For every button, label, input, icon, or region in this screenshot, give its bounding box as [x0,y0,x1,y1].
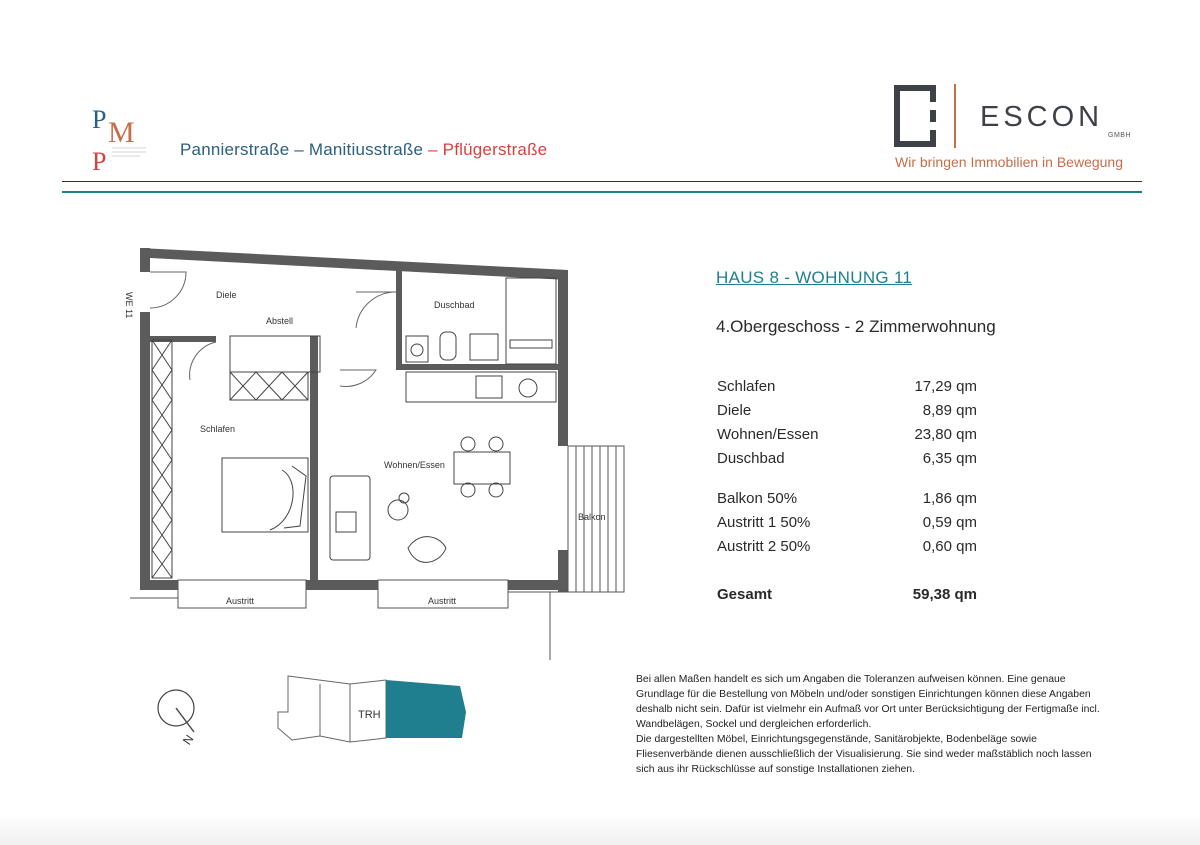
area-row-austritt-1 [717,514,977,534]
wall-bath-south [396,364,558,370]
street-names [180,140,547,160]
storage-cabinets [230,336,320,400]
area-label: Diele [717,402,752,419]
plan-label-duschbad: Duschbad [434,300,475,310]
wall-west-lower [140,312,150,590]
wall-south-3 [508,580,568,590]
escon-gmbh: GMBH [1108,132,1131,139]
total-label: Gesamt [717,586,773,603]
street-pannier: Pannierstraße – [180,140,304,159]
living-furniture [330,437,510,562]
plan-label-austritt-2: Austritt [428,596,457,606]
disclaimer-p1: Bei allen Maßen handelt es sich um Angaben die Toleranzen aufweisen können. Eine genaue Grundlage für die Bestellung von Möbeln und/oder sonstigen Einrichtungen können diese Angaben deshalb nicht sein. Dafür ist vielmehr ein Aufmaß vor Ort unter Berücksichtigung der Fertigmaße incl. Wandbelägen, Sockel und dergleichen erforderlich. [636,674,1100,730]
bath-door [356,292,396,328]
area-row-wohnen [717,426,977,446]
wall-west-upper [140,248,150,272]
area-row-duschbad [717,450,977,470]
street-pflueger: – Pflügerstraße [428,140,548,159]
site-unit-highlight [386,680,466,738]
site-stair-label: TRH [358,709,381,721]
bedroom-door [190,342,216,380]
kitchen-counter [406,372,556,402]
plan-walls [140,248,568,592]
wardrobe [152,340,172,578]
entry-door [150,272,186,308]
living-door [340,370,376,386]
area-row-austritt-2 [717,538,977,558]
north-label: N [179,732,197,748]
area-label: Schlafen [717,378,776,395]
austritt-strips [130,580,568,660]
area-label: Austritt 2 50% [717,538,811,555]
wall-north [140,248,568,280]
plan-label-balkon: Balkon [578,512,606,522]
compass [158,690,196,747]
page-bottom-shade [0,815,1200,845]
area-value: 8,89 qm [922,402,977,419]
area-label: Wohnen/Essen [717,426,819,443]
area-label: Duschbad [717,450,785,467]
area-label: Austritt 1 50% [717,514,811,531]
area-value: 0,59 qm [922,514,977,531]
unit-subtitle: 4.Obergeschoss - 2 Zimmerwohnung [716,317,996,336]
plan-label-wohnen: Wohnen/Essen [384,460,445,470]
wall-bath-west [396,270,402,370]
wall-bed-living [310,336,318,582]
disclaimer [636,672,1106,777]
area-value: 0,60 qm [922,538,977,555]
logo-letter-m: M [108,116,135,149]
area-value: 17,29 qm [914,378,977,395]
wall-diele-bed [150,336,216,342]
pmp-logo [90,100,150,180]
site-plan [150,672,480,752]
header-divider-teal [62,191,1142,193]
area-label: Balkon 50% [717,490,798,507]
area-value: 23,80 qm [914,426,977,443]
doors [150,272,396,386]
bathroom-fixtures [406,278,556,364]
plan-unit-code: WE 11 [124,292,134,319]
area-row-balkon [717,490,977,510]
plan-label-schlafen: Schlafen [200,424,236,434]
wall-south-1 [140,580,178,590]
unit-title: HAUS 8 - WOHNUNG 11 [716,268,913,287]
escon-slogan: Wir bringen Immobilien in Bewegung [895,154,1123,170]
plan-label-austritt-1: Austritt [226,596,255,606]
area-row-total [717,586,977,606]
area-row-diele [717,402,977,422]
logo-letter-p1: P [92,105,107,134]
area-value: 1,86 qm [922,490,977,507]
wall-east-upper [558,270,568,446]
street-manitius: Manitiusstraße [308,140,424,159]
plan-label-diele: Diele [216,290,237,300]
header-divider-dark [62,181,1142,182]
floor-plan [110,240,606,660]
logo-letter-p2: P [92,147,107,176]
escon-wordmark: ESCON [980,101,1104,133]
bed [222,458,308,532]
escon-mark-icon [893,84,963,148]
plan-label-abstell: Abstell [266,316,294,326]
area-value: 6,35 qm [922,450,977,467]
disclaimer-p2: Die dargestellten Möbel, Einrichtungsgegenstände, Sanitärobjekte, Bodenbeläge sowie Fliesenverbände dienen ausschließlich der Visualisierung. Sie sind weder maßstäblich noch lassen sich aus ihr Rückschlüsse auf sonstige Installationen ziehen. [636,734,1092,775]
total-value: 59,38 qm [912,586,977,603]
area-row-schlafen [717,378,977,398]
